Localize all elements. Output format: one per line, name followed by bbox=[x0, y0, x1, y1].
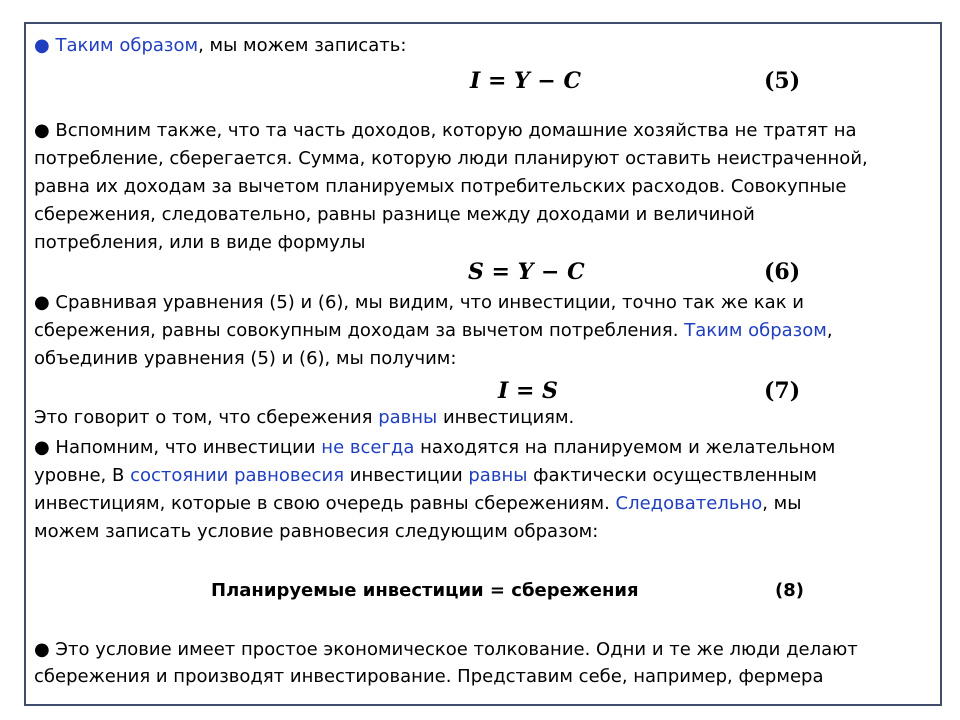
highlight-text: Следовательно bbox=[615, 493, 763, 514]
paragraph-intro bbox=[34, 33, 406, 59]
paragraph-line: потребление, сберегается. Сумма, которую люди планируют оставить неистраченной, bbox=[34, 148, 868, 169]
paragraph-line: потребления, или в виде формулы bbox=[34, 232, 366, 253]
paragraph-line bbox=[34, 435, 835, 461]
paragraph-line: сбережения, следовательно, равны разнице между доходами и величиной bbox=[34, 204, 755, 225]
paragraph-line: равна их доходам за вычетом планируемых потребительских расходов. Совокупные bbox=[34, 176, 847, 197]
highlight-text: равны bbox=[378, 407, 438, 428]
formula-6: S = Y − C bbox=[468, 259, 585, 285]
paragraph-line: сбережения и производят инвестирование. Представим себе, например, фермера bbox=[34, 666, 824, 687]
text: сбережения, равны совокупным доходам за вычетом потребления. bbox=[34, 320, 685, 341]
formula-8: Планируемые инвестиции = сбережения bbox=[211, 580, 639, 601]
equation-number-5: (5) bbox=[764, 68, 801, 94]
text: Это говорит о том, что сбережения bbox=[34, 407, 379, 428]
text: уровне, В bbox=[34, 465, 131, 486]
paragraph-line bbox=[34, 463, 817, 489]
text: фактически осуществленным bbox=[527, 465, 818, 486]
highlight-text: равны bbox=[468, 465, 528, 486]
equation-number-7: (7) bbox=[764, 378, 801, 404]
paragraph-line: можем записать условие равновесия следующим образом: bbox=[34, 521, 599, 542]
highlight-text: состоянии равновесия bbox=[130, 465, 345, 486]
paragraph-line: ● Это условие имеет простое экономическое толкование. Одни и те же люди делают bbox=[34, 639, 858, 660]
highlight-text: Таким образом bbox=[684, 320, 827, 341]
equation-number-8: (8) bbox=[775, 580, 804, 601]
text: ● Напомним, что инвестиции bbox=[34, 437, 322, 458]
paragraph-line: ● Вспомним также, что та часть доходов, которую домашние хозяйства не тратят на bbox=[34, 120, 857, 141]
equation-number-6: (6) bbox=[764, 259, 801, 285]
highlight-text: не всегда bbox=[321, 437, 415, 458]
text: , мы bbox=[762, 493, 802, 514]
bullet: ● bbox=[34, 35, 50, 56]
paragraph-line: объединив уравнения (5) и (6), мы получим: bbox=[34, 348, 457, 369]
text: , мы можем записать: bbox=[198, 35, 407, 56]
text: , bbox=[826, 320, 833, 341]
text: инвестиции bbox=[344, 465, 469, 486]
text: инвестициям. bbox=[437, 407, 575, 428]
paragraph-line bbox=[34, 491, 801, 517]
paragraph-line bbox=[34, 318, 833, 344]
text: инвестициям, которые в свою очередь равны сбережениям. bbox=[34, 493, 616, 514]
paragraph-line bbox=[34, 405, 574, 431]
highlight-text: Таким образом bbox=[55, 35, 199, 56]
text: находятся на планируемом и желательном bbox=[414, 437, 836, 458]
formula-7: I = S bbox=[498, 378, 558, 404]
formula-5: I = Y − C bbox=[470, 68, 582, 94]
paragraph-line: ● Сравнивая уравнения (5) и (6), мы видим, что инвестиции, точно так же как и bbox=[34, 292, 804, 313]
